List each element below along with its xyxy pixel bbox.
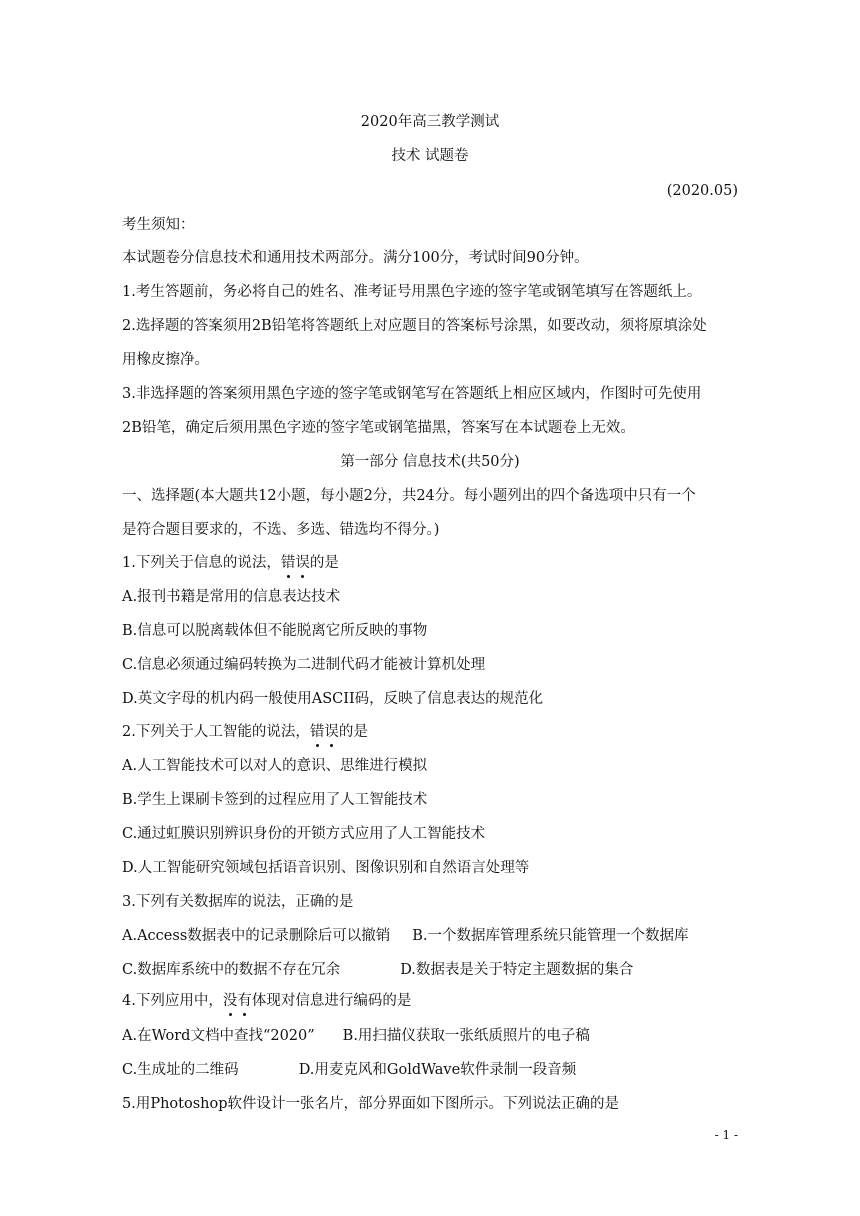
question-3-options-row-1 (122, 926, 689, 946)
question-1-option-d: D.英文字母的机内码一般使用ASCII码，反映了信息表达的规范化 (122, 691, 544, 707)
emphasis-char: 误 (295, 555, 310, 571)
question-5-stem: 5.用Photoshop软件设计一张名片，部分界面如下图所示。下列说法正确的是 (122, 1096, 620, 1112)
page-number: - 1 - (714, 1128, 738, 1142)
question-4-option-d: D.用麦克风和GoldWave软件录制一段音频 (298, 1062, 577, 1078)
part1-title: 第一部分 信息技术(共50分) (340, 454, 520, 470)
question-1-option-a: A.报刊书籍是常用的信息表达技术 (122, 589, 341, 605)
question-2-stem-prefix: 2.下列关于人工智能的说法， (122, 724, 310, 740)
question-4-option-c: C.生成址的二维码 (122, 1062, 239, 1078)
question-3-stem: 3.下列有关数据库的说法，正确的是 (122, 894, 354, 910)
question-3-options-row-2 (122, 960, 633, 980)
question-1-option-b: B.信息可以脱离载体但不能脱离它所反映的事物 (122, 623, 428, 639)
question-1-stem-prefix: 1.下列关于信息的说法， (122, 555, 281, 571)
question-1-stem (122, 553, 339, 573)
question-2-option-d: D.人工智能研究领域包括语音识别、图像识别和自然语言处理等 (122, 860, 530, 876)
question-4-stem-suffix: 体现对信息进行编码的是 (251, 993, 412, 1009)
question-1-option-c: C.信息必须通过编码转换为二进制代码才能被计算机处理 (122, 657, 486, 673)
question-3-option-a: A.Access数据表中的记录删除后可以撤销 (122, 928, 391, 944)
question-4-option-b: B.用扫描仪获取一张纸质照片的电子稿 (342, 1028, 590, 1044)
notice-item-2-line-1: 2.选择题的答案须用2B铅笔将答题纸上对应题目的答案标号涂黑，如要改动，须将原填涂处 (122, 318, 707, 334)
emphasis-char: 错 (280, 555, 296, 571)
question-3-option-b: B.一个数据库管理系统只能管理一个数据库 (412, 928, 689, 944)
question-4-stem (122, 991, 411, 1011)
question-2-stem-suffix: 的是 (338, 724, 368, 740)
notice-item-2-line-2: 用橡皮擦净。 (122, 352, 209, 368)
section-instructions-line-1: 一、选择题(本大题共12小题，每小题2分，共24分。每小题列出的四个备选项中只有一个 (122, 488, 696, 504)
exam-date: (2020.05) (666, 183, 738, 199)
question-2-option-c: C.通过虹膜识别辨识身份的开锁方式应用了人工智能技术 (122, 826, 486, 842)
section-instructions-line-2: 是符合题目要求的，不选、多选、错选均不得分。) (122, 522, 440, 538)
notice-intro: 本试题卷分信息技术和通用技术两部分。满分100分，考试时间90分钟。 (122, 250, 589, 266)
question-4-options-row-1 (122, 1026, 590, 1046)
question-4-options-row-2 (122, 1060, 576, 1080)
exam-title: 2020年高三教学测试 (360, 114, 500, 130)
emphasis-char: 有 (237, 993, 252, 1009)
notice-item-1: 1.考生答题前，务必将自己的姓名、准考证号用黑色字迹的签字笔或钢笔填写在答题纸上。 (122, 284, 702, 300)
question-2-stem (122, 722, 368, 742)
question-2-option-b: B.学生上课刷卡签到的过程应用了人工智能技术 (122, 792, 428, 808)
exam-subtitle: 技术 试题卷 (391, 148, 469, 164)
question-1-stem-suffix: 的是 (309, 555, 339, 571)
question-4-stem-prefix: 4.下列应用中， (122, 993, 223, 1009)
notice-item-3-line-1: 3.非选择题的答案须用黑色字迹的签字笔或钢笔写在答题纸上相应区域内，作图时可先使用 (122, 386, 702, 402)
emphasis-char: 没 (222, 993, 238, 1009)
question-3-option-c: C.数据库系统中的数据不存在冗余 (122, 962, 341, 978)
notice-item-3-line-2: 2B铅笔，确定后须用黑色字迹的签字笔或钢笔描黑，答案写在本试题卷上无效。 (122, 420, 635, 436)
emphasis-char: 错 (309, 724, 325, 740)
notice-heading: 考生须知： (122, 217, 195, 233)
question-4-option-a: A.在Word文档中查找“2020” (122, 1028, 315, 1044)
emphasis-char: 误 (324, 724, 339, 740)
question-2-option-a: A.人工智能技术可以对人的意识、思维进行模拟 (122, 758, 428, 774)
question-3-option-d: D.数据表是关于特定主题数据的集合 (400, 962, 634, 978)
